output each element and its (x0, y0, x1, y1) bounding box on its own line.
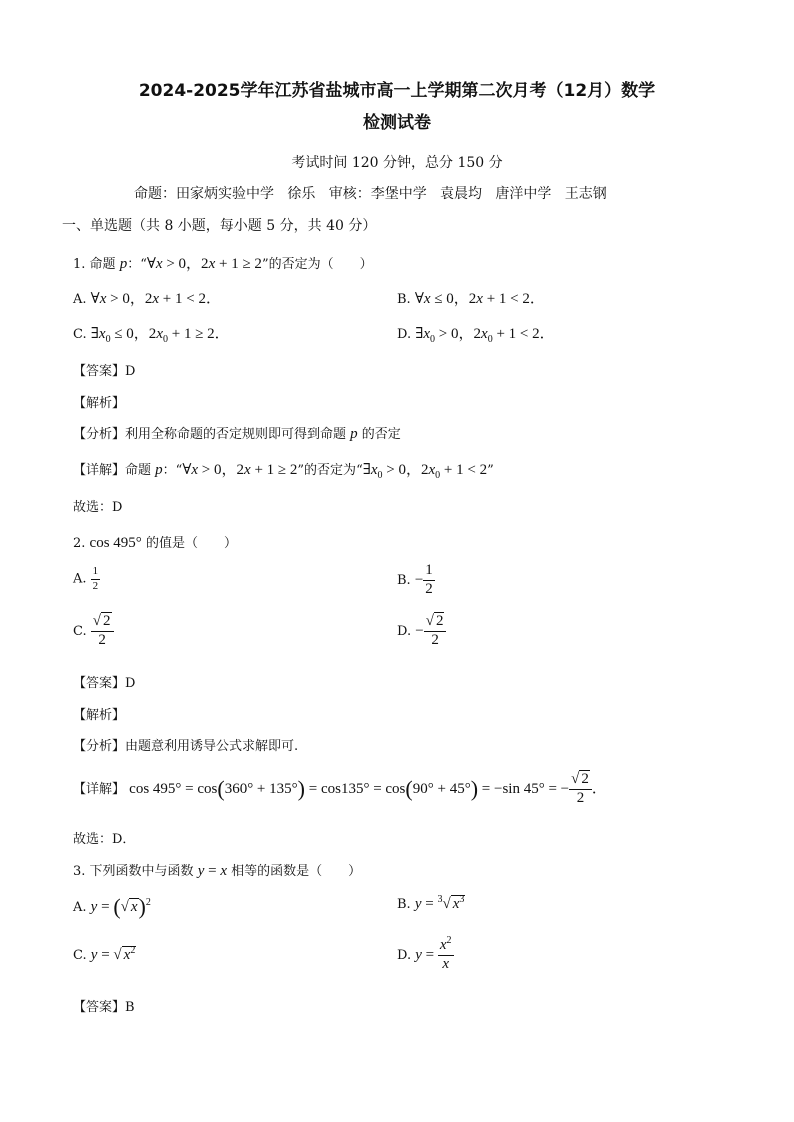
stem-text: 命题 (89, 257, 116, 272)
analysis-label: 【解析】 (73, 708, 126, 723)
option-c: C. $\frac{√ 2}{2}$ (73, 614, 114, 649)
question-3-stem: 3. 下列函数中与函数 y = x 相等的函数是（ ） (73, 863, 362, 879)
answer: 【答案】D (73, 364, 136, 379)
answer: 【答案】B (73, 1000, 135, 1015)
conclusion: 故选：D (73, 500, 123, 515)
option-d: D. y = $\frac{x^2}{x}$ (397, 935, 452, 972)
answer: 【答案】D (73, 676, 136, 691)
analysis-label: 【解析】 (73, 396, 126, 411)
option-label: D. (397, 327, 412, 342)
authors-line: 命题：田家炳实验中学 徐乐 审核：李堡中学 袁晨均 唐洋中学 王志钢 (134, 186, 607, 202)
option-a: A. y = (√ x)$^2$ (73, 894, 151, 919)
option-label: A. (73, 900, 87, 915)
question-number: 3. (73, 864, 86, 879)
question-number: 1. (73, 257, 86, 272)
option-label: D. (397, 623, 412, 639)
option-d: D. $\exists x_0 > 0$，$2x_0 + 1 < 2$． (397, 326, 555, 345)
page-title-line2: 检测试卷 (363, 113, 431, 133)
option-d: D. − $\frac{√ 2}{2}$ (397, 614, 446, 649)
analysis-detail: 【详解】命题 p：“∀x > 0，2x + 1 ≥ 2”的否定为“$\exists x_0 > 0$，$2x_0 + 1 < 2$” (73, 462, 494, 481)
conclusion: 故选：D． (73, 832, 136, 847)
option-label: C. (73, 327, 87, 342)
option-b: B. ∀x ≤ 0，2x + 1 < 2． (397, 291, 545, 307)
option-label: C. (73, 623, 87, 639)
page-title: 2024-2025学年江苏省盐城市高一上学期第二次月考（12月）数学 (138, 81, 656, 101)
detail-label: 【详解】 (73, 781, 126, 797)
analysis-fenxi: 【分析】利用全称命题的否定规则即可得到命题 p 的否定 (73, 426, 401, 442)
fenxi-text: 的否定 (361, 427, 401, 442)
stem-text: 的否定为（ ） (268, 257, 373, 272)
exam-info: 考试时间 120 分钟，总分 150 分 (291, 155, 503, 171)
question-2-stem: 2. cos 495° 的值是（ ） (73, 535, 237, 551)
option-label: A. (73, 292, 87, 307)
option-a: A. ∀x > 0，2x + 1 < 2． (73, 291, 221, 307)
option-c: C. $\exists x_0 \le 0$，$2x_0 + 1 \ge 2$． (73, 326, 230, 345)
option-label: B. (397, 897, 411, 912)
stem-text: 相等的函数是（ ） (231, 864, 362, 879)
analysis-detail: 【详解】 cos 495° = cos(360° + 135°) = cos135° = cos(90° + 45°) = −sin 45° = − $\frac{√ 2}{2}$ ． (73, 771, 607, 806)
stem-text: 的值是（ ） (145, 536, 237, 551)
option-a: A. $\frac{1}{2}$ (73, 565, 99, 592)
section-heading: 一、单选题（共 8 小题，每小题 5 分，共 40 分） (62, 218, 377, 234)
detail-text: 【详解】命题 (73, 463, 152, 478)
option-label: D. (397, 947, 412, 963)
option-label: B. (397, 292, 411, 307)
detail-text: 的否定为 (304, 463, 357, 478)
option-c: C. y = √ $x^2$ (73, 945, 136, 963)
question-number: 2. (73, 536, 86, 551)
stem-text: 下列函数中与函数 (89, 864, 194, 879)
option-b: B. y = $^3$√ $x^3$ (397, 894, 465, 912)
question-1-stem: 1. 命题 p：“∀x > 0，2x + 1 ≥ 2”的否定为（ ） (73, 256, 373, 272)
analysis-fenxi: 【分析】由题意利用诱导公式求解即可. (73, 739, 299, 754)
option-b: B. − $\frac{1}{2}$ (397, 562, 433, 597)
option-label: B. (397, 572, 411, 588)
option-label: A. (73, 571, 87, 587)
option-label: C. (73, 948, 87, 963)
fenxi-text: 【分析】利用全称命题的否定规则即可得到命题 (73, 427, 347, 442)
